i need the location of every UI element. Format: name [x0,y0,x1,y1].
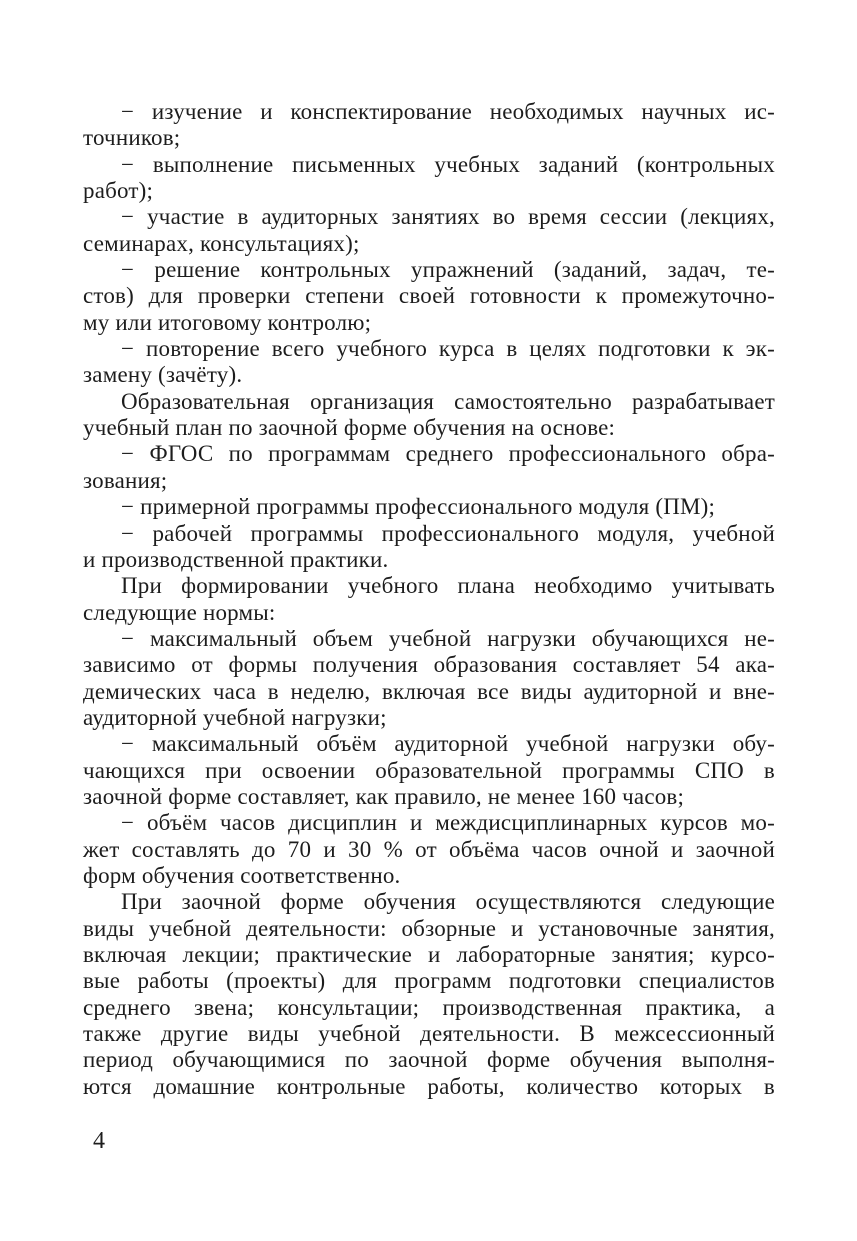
bullet-paragraph [83,626,775,731]
text-line: − максимальный объём аудиторной учебной нагрузки обу- [121,731,775,757]
text-line: При формировании учебного плана необходимо учитывать [121,573,775,599]
text-line: − объём часов дисциплин и междисциплинарных курсов мо- [121,810,775,836]
paragraph [83,889,775,1100]
text-line: При заочной форме обучения осуществляются следующие [121,889,775,915]
text-line: чающихся при освоении образовательной программы СПО в [83,757,775,783]
text-line: также другие виды учебной деятельности. В межсессионный [83,1021,775,1047]
bullet-paragraph [83,152,775,205]
text-line: − максимальный объем учебной нагрузки обучающихся не- [121,625,775,651]
text-line: демических часа в неделю, включая все виды аудиторной и вне- [83,678,775,704]
bullet-paragraph [83,521,775,574]
text-line: форм обучения соответственно. [83,862,401,888]
text-line: − изучение и конспектирование необходимых научных ис- [121,99,775,124]
text-line: му или итоговому контролю; [83,309,372,335]
text-line: период обучающимися по заочной форме обучения выполня- [83,1047,775,1073]
text-line: аудиторной учебной нагрузки; [83,704,387,730]
text-line: Образовательная организация самостоятельно разрабатывает [121,388,775,414]
text-line: − повторение всего учебного курса в целях подготовки к эк- [121,336,775,362]
text-line: − выполнение письменных учебных заданий (контрольных [121,151,775,177]
bullet-paragraph [83,441,775,494]
text-line: − ФГОС по программам среднего профессионального обра- [121,441,775,467]
text-line: зования; [83,467,168,493]
text-line: вые работы (проекты) для программ подготовки специалистов [83,968,775,994]
text-line: зависимо от формы получения образования составляет 54 ака- [83,652,775,678]
bullet-paragraph [83,731,775,810]
bullet-paragraph [83,99,775,152]
text-line: работ); [83,178,154,204]
text-line: жет составлять до 70 и 30 % от объёма часов очной и заочной [83,836,775,862]
text-line: − участие в аудиторных занятиях во время сессии (лекциях, [121,204,775,230]
text-line: среднего звена; консультации; производственная практика, а [83,994,775,1020]
bullet-paragraph [83,336,775,389]
bullet-paragraph [83,257,775,336]
paragraph [83,573,775,626]
page-number: 4 [93,1128,105,1154]
text-line: − решение контрольных упражнений (заданий, задач, те- [121,257,775,283]
text-line: точников; [83,125,181,151]
text-line: следующие нормы: [83,599,276,625]
text-line: − рабочей программы профессионального модуля, учебной [121,520,775,546]
bullet-paragraph [83,494,775,520]
text-line: ются домашние контрольные работы, количество которых в [83,1073,775,1099]
text-line: и производственной практики. [83,546,389,572]
text-line: заочной форме составляет, как правило, не менее 160 часов; [83,783,685,809]
paragraph [83,389,775,442]
text-line: включая лекции; практические и лабораторные занятия; курсо- [83,942,775,967]
text-line: семинарах, консультациях); [83,230,360,256]
page-text [83,99,775,1100]
bullet-paragraph [83,810,775,889]
text-line: учебный план по заочной форме обучения на основе: [83,415,616,441]
bullet-paragraph [83,204,775,257]
text-line: виды учебной деятельности: обзорные и установочные занятия, [83,915,775,941]
text-line: замену (зачёту). [83,362,243,388]
text-line: стов) для проверки степени своей готовности к промежуточно- [83,283,775,309]
text-line: − примерной программы профессионального модуля (ПМ); [121,494,716,520]
